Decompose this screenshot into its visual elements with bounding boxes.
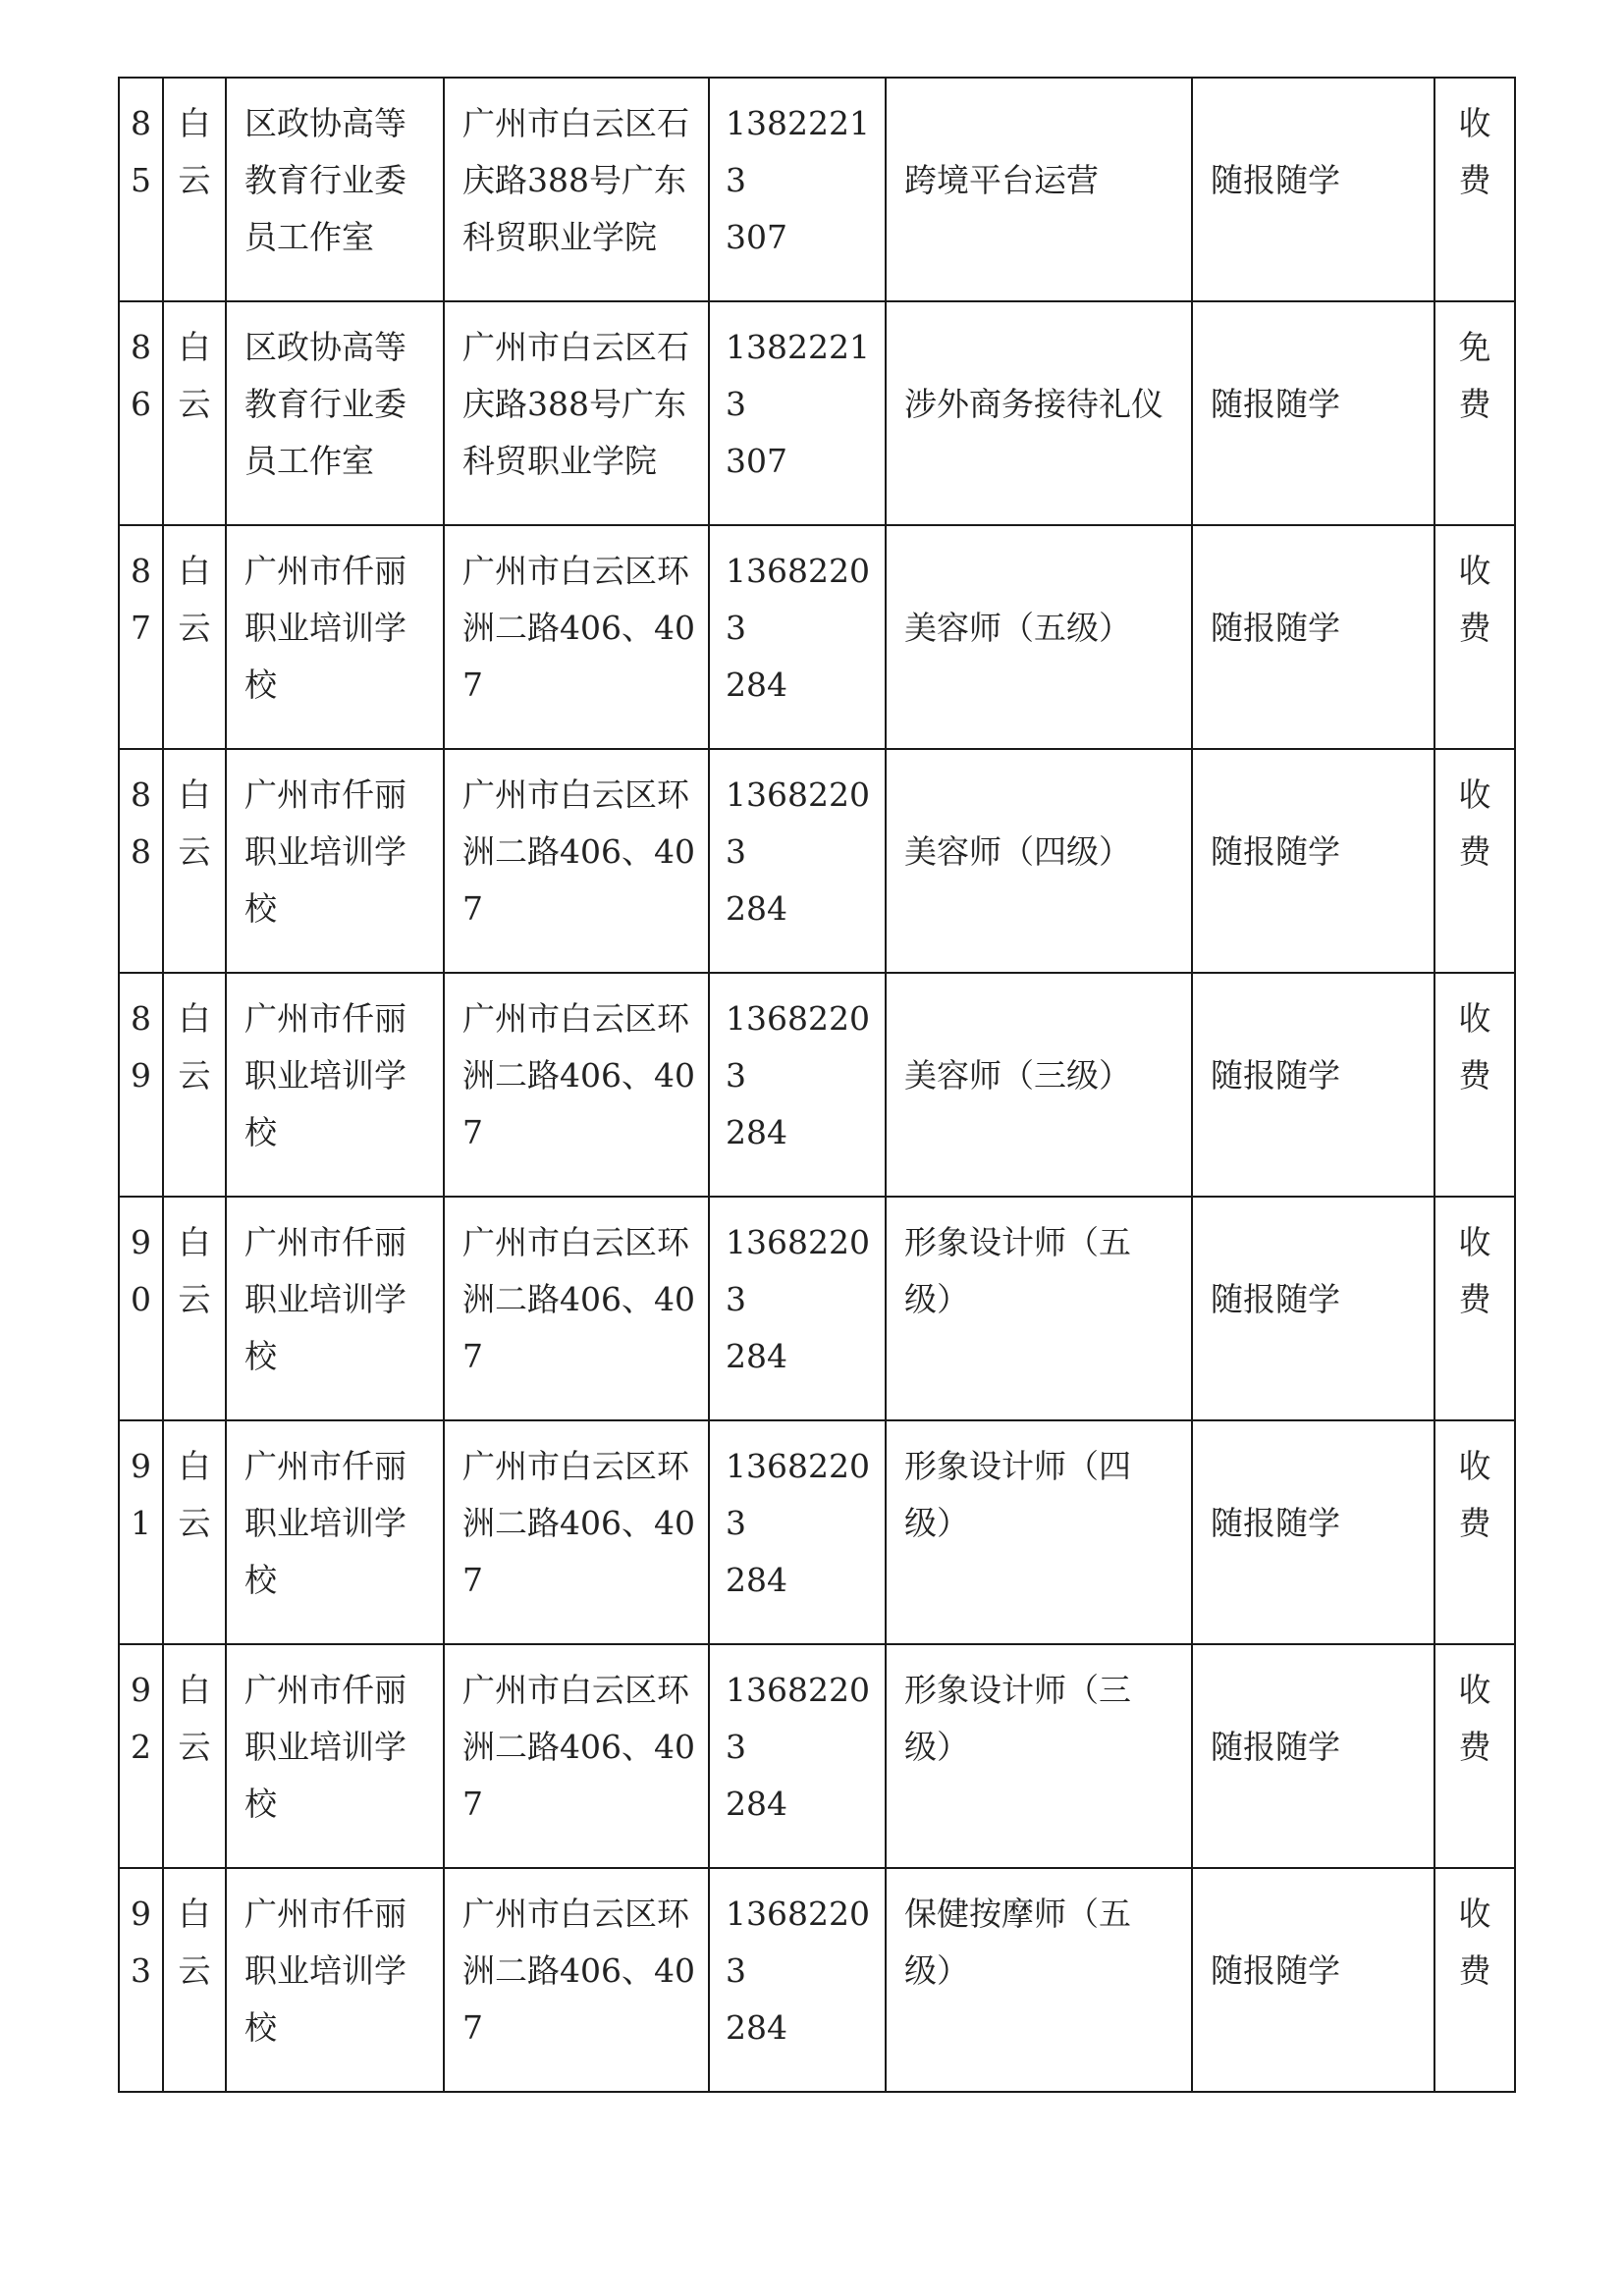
address-cell-wrapper [444,525,709,749]
phone-cell: 13822213 307 [726,104,870,256]
course-cell-wrapper [886,749,1192,973]
table-row [119,1420,1515,1644]
phone-cell-wrapper [709,1197,886,1420]
address-cell: 广州市白云区环 洲二路406、407 [462,552,695,704]
fee-cell: 收 费 [1458,1671,1491,1766]
table-body [119,78,1515,2092]
row-number-cell-wrapper [119,301,163,525]
row-number-cell: 8 6 [131,328,151,423]
organization-cell-wrapper [226,1420,444,1644]
course-cell: 涉外商务接待礼仪 [904,385,1163,423]
enrollment-mode-cell-wrapper [1192,525,1434,749]
district-cell: 白 云 [178,999,211,1095]
district-cell: 白 云 [178,552,211,647]
organization-cell: 广州市仟丽 职业培训学 校 [244,552,406,704]
fee-cell: 收 费 [1458,775,1491,871]
phone-cell-wrapper [709,1420,886,1644]
fee-cell-wrapper [1434,973,1515,1197]
phone-cell: 13682203 284 [726,999,870,1151]
organization-cell-wrapper [226,301,444,525]
fee-cell: 收 费 [1458,1447,1491,1542]
organization-cell-wrapper [226,1644,444,1868]
phone-cell: 13682203 284 [726,1671,870,1823]
district-cell-wrapper [163,749,226,973]
district-cell-wrapper [163,1420,226,1644]
address-cell-wrapper [444,1868,709,2092]
organization-cell: 广州市仟丽 职业培训学 校 [244,775,406,928]
row-number-cell: 8 9 [131,999,151,1095]
enrollment-mode-cell-wrapper [1192,1197,1434,1420]
address-cell: 广州市白云区石 庆路388号广东 科贸职业学院 [462,104,689,256]
row-number-cell-wrapper [119,973,163,1197]
district-cell-wrapper [163,1644,226,1868]
enrollment-mode-cell: 随报随学 [1211,161,1340,199]
enrollment-mode-cell: 随报随学 [1211,385,1340,423]
course-cell: 保健按摩师（五 级） [904,1895,1131,1990]
row-number-cell: 9 2 [131,1671,151,1766]
organization-cell-wrapper [226,973,444,1197]
address-cell-wrapper [444,78,709,301]
fee-cell-wrapper [1434,78,1515,301]
district-cell-wrapper [163,973,226,1197]
phone-cell-wrapper [709,78,886,301]
district-cell: 白 云 [178,1671,211,1766]
district-cell-wrapper [163,301,226,525]
enrollment-mode-cell: 随报随学 [1211,1504,1340,1542]
enrollment-mode-cell-wrapper [1192,1644,1434,1868]
table-row [119,78,1515,301]
course-cell-wrapper [886,1420,1192,1644]
table-row [119,1644,1515,1868]
address-cell: 广州市白云区环 洲二路406、407 [462,999,695,1151]
course-cell-wrapper [886,973,1192,1197]
organization-cell: 区政协高等 教育行业委 员工作室 [244,104,406,256]
phone-cell-wrapper [709,749,886,973]
enrollment-mode-cell: 随报随学 [1211,1728,1340,1766]
row-number-cell-wrapper [119,1197,163,1420]
enrollment-mode-cell: 随报随学 [1211,1056,1340,1095]
row-number-cell: 8 8 [131,775,151,871]
organization-cell-wrapper [226,1197,444,1420]
organization-cell: 区政协高等 教育行业委 员工作室 [244,328,406,480]
table-row [119,973,1515,1197]
phone-cell: 13682203 284 [726,552,870,704]
district-cell-wrapper [163,1868,226,2092]
address-cell-wrapper [444,301,709,525]
organization-cell-wrapper [226,525,444,749]
table-row [119,1197,1515,1420]
row-number-cell-wrapper [119,749,163,973]
course-cell-wrapper [886,1644,1192,1868]
district-cell: 白 云 [178,1223,211,1318]
enrollment-mode-cell: 随报随学 [1211,609,1340,647]
course-cell: 形象设计师（三 级） [904,1671,1131,1766]
row-number-cell: 8 7 [131,552,151,647]
address-cell-wrapper [444,1197,709,1420]
organization-cell-wrapper [226,78,444,301]
phone-cell: 13822213 307 [726,328,870,480]
organization-cell-wrapper [226,749,444,973]
enrollment-mode-cell-wrapper [1192,78,1434,301]
phone-cell-wrapper [709,1868,886,2092]
fee-cell-wrapper [1434,525,1515,749]
course-cell-wrapper [886,301,1192,525]
fee-cell-wrapper [1434,1868,1515,2092]
enrollment-mode-cell: 随报随学 [1211,1951,1340,1990]
address-cell-wrapper [444,1644,709,1868]
district-cell: 白 云 [178,104,211,199]
fee-cell: 收 费 [1458,999,1491,1095]
fee-cell: 收 费 [1458,1895,1491,1990]
phone-cell: 13682203 284 [726,1895,870,2047]
course-cell: 美容师（五级） [904,609,1131,647]
address-cell-wrapper [444,1420,709,1644]
row-number-cell-wrapper [119,1644,163,1868]
fee-cell-wrapper [1434,1197,1515,1420]
row-number-cell: 9 3 [131,1895,151,1990]
row-number-cell-wrapper [119,78,163,301]
course-cell: 形象设计师（四 级） [904,1447,1131,1542]
address-cell-wrapper [444,749,709,973]
address-cell: 广州市白云区环 洲二路406、407 [462,1895,695,2047]
phone-cell: 13682203 284 [726,775,870,928]
phone-cell-wrapper [709,973,886,1197]
enrollment-mode-cell: 随报随学 [1211,832,1340,871]
organization-cell: 广州市仟丽 职业培训学 校 [244,1895,406,2047]
district-cell-wrapper [163,78,226,301]
fee-cell: 免 费 [1458,328,1491,423]
phone-cell: 13682203 284 [726,1223,870,1375]
organization-cell: 广州市仟丽 职业培训学 校 [244,1447,406,1599]
course-cell: 跨境平台运营 [904,161,1099,199]
fee-cell-wrapper [1434,301,1515,525]
enrollment-mode-cell-wrapper [1192,1420,1434,1644]
fee-cell: 收 费 [1458,104,1491,199]
phone-cell-wrapper [709,301,886,525]
phone-cell: 13682203 284 [726,1447,870,1599]
address-cell: 广州市白云区环 洲二路406、407 [462,775,695,928]
address-cell: 广州市白云区环 洲二路406、407 [462,1671,695,1823]
fee-cell-wrapper [1434,749,1515,973]
address-cell-wrapper [444,973,709,1197]
enrollment-mode-cell-wrapper [1192,1868,1434,2092]
fee-cell: 收 费 [1458,1223,1491,1318]
table-row [119,525,1515,749]
course-cell-wrapper [886,525,1192,749]
fee-cell-wrapper [1434,1644,1515,1868]
row-number-cell: 8 5 [131,104,151,199]
organization-cell-wrapper [226,1868,444,2092]
row-number-cell: 9 0 [131,1223,151,1318]
enrollment-mode-cell-wrapper [1192,749,1434,973]
table-row [119,749,1515,973]
row-number-cell-wrapper [119,1868,163,2092]
row-number-cell-wrapper [119,525,163,749]
district-cell: 白 云 [178,1895,211,1990]
organization-cell: 广州市仟丽 职业培训学 校 [244,1223,406,1375]
district-cell: 白 云 [178,328,211,423]
course-cell: 美容师（三级） [904,1056,1131,1095]
address-cell: 广州市白云区环 洲二路406、407 [462,1223,695,1375]
district-cell: 白 云 [178,775,211,871]
district-cell-wrapper [163,1197,226,1420]
district-cell: 白 云 [178,1447,211,1542]
course-cell: 美容师（四级） [904,832,1131,871]
enrollment-mode-cell-wrapper [1192,973,1434,1197]
address-cell: 广州市白云区石 庆路388号广东 科贸职业学院 [462,328,689,480]
training-course-table [118,77,1516,2093]
address-cell: 广州市白云区环 洲二路406、407 [462,1447,695,1599]
course-cell-wrapper [886,78,1192,301]
row-number-cell-wrapper [119,1420,163,1644]
course-cell: 形象设计师（五 级） [904,1223,1131,1318]
phone-cell-wrapper [709,525,886,749]
phone-cell-wrapper [709,1644,886,1868]
organization-cell: 广州市仟丽 职业培训学 校 [244,999,406,1151]
course-cell-wrapper [886,1197,1192,1420]
district-cell-wrapper [163,525,226,749]
enrollment-mode-cell: 随报随学 [1211,1280,1340,1318]
fee-cell: 收 费 [1458,552,1491,647]
organization-cell: 广州市仟丽 职业培训学 校 [244,1671,406,1823]
row-number-cell: 9 1 [131,1447,151,1542]
course-cell-wrapper [886,1868,1192,2092]
fee-cell-wrapper [1434,1420,1515,1644]
enrollment-mode-cell-wrapper [1192,301,1434,525]
table-row [119,1868,1515,2092]
table-row [119,301,1515,525]
